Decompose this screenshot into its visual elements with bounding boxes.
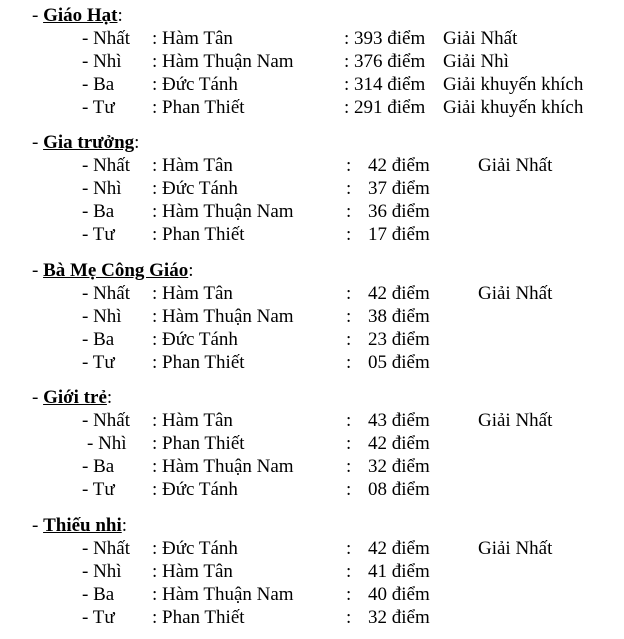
score-value: 40 điểm bbox=[368, 584, 430, 605]
heading-title: Thiếu nhi bbox=[43, 515, 122, 536]
rank-label: - Nhì bbox=[82, 561, 122, 582]
score-colon: : bbox=[346, 561, 352, 582]
table-row bbox=[0, 537, 624, 560]
rank-label: - Tư bbox=[82, 224, 115, 245]
rank-label: - Tư bbox=[82, 607, 115, 628]
rank-label: - Ba bbox=[82, 329, 115, 350]
heading-prefix: - bbox=[32, 515, 44, 536]
score-colon: : bbox=[346, 538, 352, 559]
table-row bbox=[0, 583, 624, 606]
score-colon: : bbox=[346, 433, 352, 454]
score-value: 23 điểm bbox=[368, 329, 430, 350]
prize-label: Giải Nhất bbox=[443, 28, 518, 49]
score-value: : 291 điểm bbox=[344, 97, 426, 118]
table-row bbox=[0, 560, 624, 583]
score-colon: : bbox=[346, 201, 352, 222]
table-row bbox=[0, 73, 624, 96]
parish-name: : Hàm Thuận Nam bbox=[152, 51, 294, 72]
rank-label: - Nhì bbox=[82, 306, 122, 327]
parish-name: : Hàm Tân bbox=[152, 28, 233, 49]
prize-label: Giải Nhất bbox=[478, 283, 553, 304]
section-heading-ba-me-cong-giao bbox=[32, 259, 194, 282]
prize-label: Giải Nhất bbox=[478, 538, 553, 559]
parish-name: : Hàm Thuận Nam bbox=[152, 584, 294, 605]
section-heading-giao-hat bbox=[32, 4, 123, 27]
parish-name: : Đức Tánh bbox=[152, 329, 238, 350]
table-row bbox=[0, 27, 624, 50]
rank-label: - Ba bbox=[82, 584, 115, 605]
table-row bbox=[0, 154, 624, 177]
rank-label: - Nhất bbox=[82, 28, 131, 49]
score-colon: : bbox=[346, 456, 352, 477]
parish-name: : Đức Tánh bbox=[152, 74, 238, 95]
rank-label: - Tư bbox=[82, 479, 115, 500]
heading-title: Gia trưởng bbox=[43, 132, 135, 153]
score-value: 17 điểm bbox=[368, 224, 430, 245]
heading-suffix: : bbox=[188, 260, 194, 281]
table-row bbox=[0, 351, 624, 374]
score-value: 41 điểm bbox=[368, 561, 430, 582]
rank-label: - Ba bbox=[82, 201, 115, 222]
prize-label: Giải Nhì bbox=[443, 51, 509, 72]
rank-label: - Nhất bbox=[82, 538, 131, 559]
rank-label: - Nhì bbox=[82, 178, 122, 199]
table-row bbox=[0, 200, 624, 223]
heading-title: Bà Mẹ Công Giáo bbox=[43, 260, 189, 281]
rank-label: - Nhất bbox=[82, 410, 131, 431]
rank-label: - Nhất bbox=[82, 283, 131, 304]
score-value: 42 điểm bbox=[368, 538, 430, 559]
score-colon: : bbox=[346, 178, 352, 199]
score-colon: : bbox=[346, 155, 352, 176]
section-heading-thieu-nhi bbox=[32, 514, 127, 537]
prize-label: Giải khuyến khích bbox=[443, 97, 584, 118]
parish-name: : Phan Thiết bbox=[152, 224, 245, 245]
score-value: : 314 điểm bbox=[344, 74, 426, 95]
score-value: 05 điểm bbox=[368, 352, 430, 373]
score-value: 42 điểm bbox=[368, 283, 430, 304]
parish-name: : Đức Tánh bbox=[152, 178, 238, 199]
heading-suffix: : bbox=[134, 132, 140, 153]
parish-name: : Đức Tánh bbox=[152, 538, 238, 559]
score-colon: : bbox=[346, 584, 352, 605]
score-value: 36 điểm bbox=[368, 201, 430, 222]
parish-name: : Hàm Tân bbox=[152, 283, 233, 304]
score-colon: : bbox=[346, 224, 352, 245]
rank-label: - Nhất bbox=[82, 155, 131, 176]
parish-name: : Hàm Tân bbox=[152, 155, 233, 176]
table-row bbox=[0, 96, 624, 119]
parish-name: : Hàm Thuận Nam bbox=[152, 456, 294, 477]
table-row bbox=[0, 409, 624, 432]
table-row bbox=[0, 305, 624, 328]
score-value: : 376 điểm bbox=[344, 51, 426, 72]
score-colon: : bbox=[346, 352, 352, 373]
heading-suffix: : bbox=[106, 387, 113, 408]
table-row bbox=[0, 177, 624, 200]
prize-label: Giải khuyến khích bbox=[443, 74, 584, 95]
heading-title: Giáo Hạt bbox=[43, 5, 118, 26]
heading-prefix: - bbox=[32, 132, 44, 153]
table-row bbox=[0, 50, 624, 73]
rank-label: - Ba bbox=[82, 456, 115, 477]
table-row bbox=[0, 455, 624, 478]
prize-label: Giải Nhất bbox=[478, 155, 553, 176]
parish-name: : Đức Tánh bbox=[152, 479, 238, 500]
heading-suffix: : bbox=[117, 5, 123, 26]
heading-prefix: - bbox=[32, 260, 44, 281]
section-heading-gia-truong bbox=[32, 131, 139, 154]
score-colon: : bbox=[346, 410, 352, 431]
score-value: 38 điểm bbox=[368, 306, 430, 327]
section-heading-gioi-tre bbox=[32, 386, 112, 409]
table-row bbox=[0, 223, 624, 246]
parish-name: : Phan Thiết bbox=[152, 352, 245, 373]
score-value: : 393 điểm bbox=[344, 28, 426, 49]
parish-name: : Phan Thiết bbox=[152, 433, 245, 454]
rank-label: - Tư bbox=[82, 352, 115, 373]
table-row bbox=[0, 432, 624, 455]
score-value: 32 điểm bbox=[368, 607, 430, 628]
score-value: 08 điểm bbox=[368, 479, 430, 500]
rank-label: - Nhì bbox=[87, 433, 127, 454]
score-colon: : bbox=[346, 479, 352, 500]
parish-name: : Hàm Thuận Nam bbox=[152, 306, 294, 327]
rank-label: - Ba bbox=[82, 74, 115, 95]
rank-label: - Nhì bbox=[82, 51, 122, 72]
parish-name: : Hàm Tân bbox=[152, 561, 233, 582]
table-row bbox=[0, 328, 624, 351]
parish-name: : Phan Thiết bbox=[152, 97, 245, 118]
score-colon: : bbox=[346, 283, 352, 304]
parish-name: : Phan Thiết bbox=[152, 607, 245, 628]
score-value: 42 điểm bbox=[368, 433, 430, 454]
prize-label: Giải Nhất bbox=[478, 410, 553, 431]
score-colon: : bbox=[346, 329, 352, 350]
heading-prefix: - bbox=[32, 5, 44, 26]
parish-name: : Hàm Tân bbox=[152, 410, 233, 431]
score-value: 43 điểm bbox=[368, 410, 430, 431]
score-colon: : bbox=[346, 607, 352, 628]
table-row bbox=[0, 606, 624, 629]
parish-name: : Hàm Thuận Nam bbox=[152, 201, 294, 222]
table-row bbox=[0, 478, 624, 501]
heading-prefix: - bbox=[32, 387, 44, 408]
score-value: 37 điểm bbox=[368, 178, 430, 199]
heading-suffix: : bbox=[121, 515, 128, 536]
rank-label: - Tư bbox=[82, 97, 115, 118]
table-row bbox=[0, 282, 624, 305]
score-value: 32 điểm bbox=[368, 456, 430, 477]
score-colon: : bbox=[346, 306, 352, 327]
heading-title: Giới trẻ bbox=[43, 387, 107, 408]
score-value: 42 điểm bbox=[368, 155, 430, 176]
